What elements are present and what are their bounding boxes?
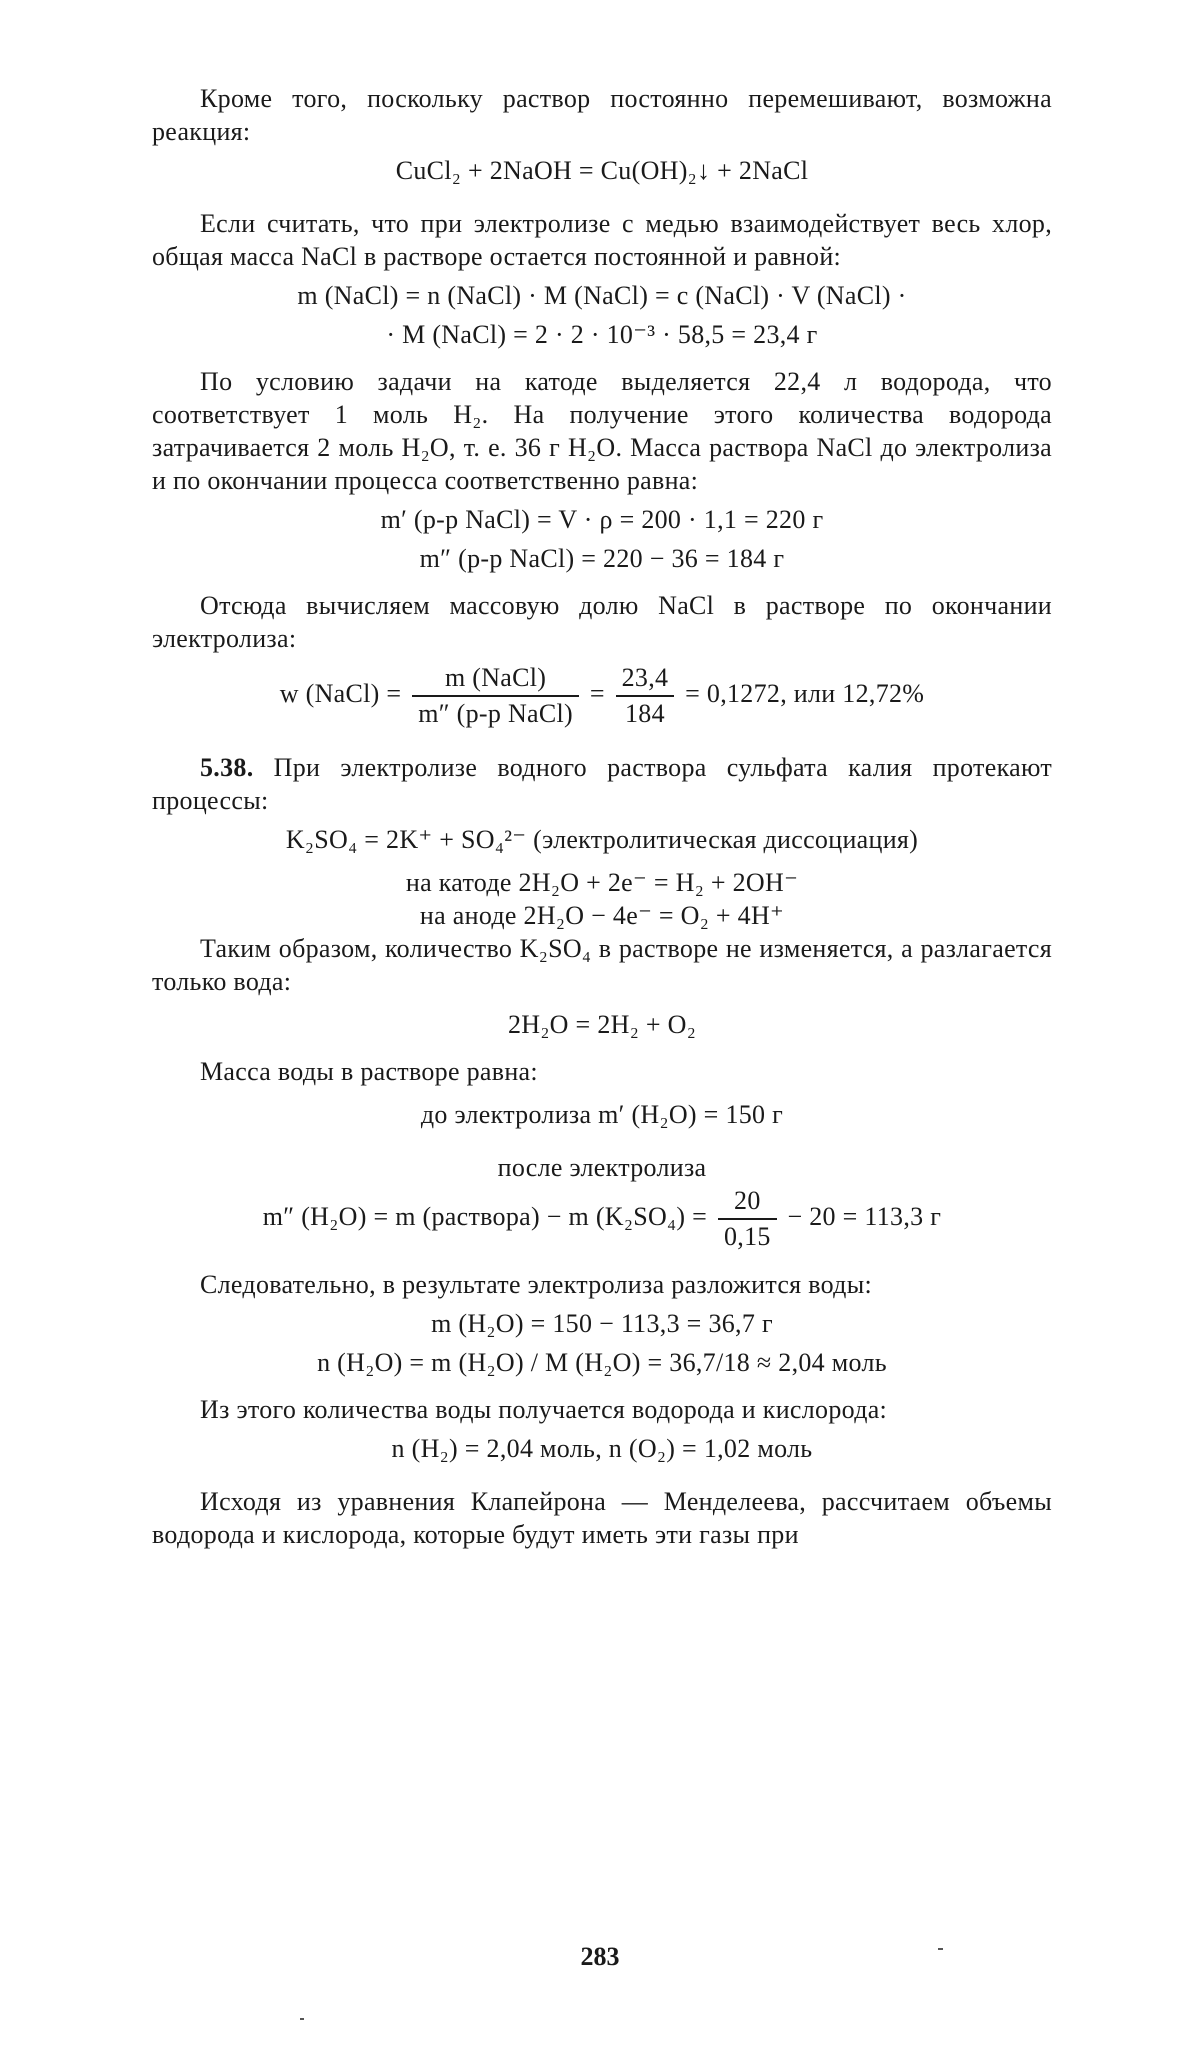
equation: 2H₂O = 2H₂ + O₂	[507, 1010, 697, 1039]
paragraph: Следовательно, в результате электролиза разложится воды:	[200, 1270, 872, 1299]
page-content	[152, 82, 1052, 1551]
fraction	[412, 661, 579, 731]
scan-speck	[938, 1948, 943, 1950]
fraction-numerator: m (NaCl)	[412, 661, 579, 697]
paragraph-text: При электролизе водного раствора сульфата калия протекают процессы:	[152, 753, 1052, 815]
equation: · M (NaCl) = 2 · 2 · 10⁻³ · 58,5 = 23,4 г	[386, 320, 818, 349]
fraction-denominator: 184	[625, 699, 665, 728]
page-number: 283	[580, 1942, 620, 1971]
equation-right: − 20 = 113,3 г	[787, 1201, 942, 1231]
equation: m (H₂O) = 150 − 113,3 = 36,7 г	[431, 1309, 773, 1338]
equation-left: w (NaCl) =	[279, 678, 402, 708]
paragraph: Масса воды в растворе равна:	[200, 1057, 538, 1086]
equation: до электролиза m′ (H₂O) = 150 г	[420, 1100, 784, 1129]
equation: n (H₂O) = m (H₂O) / M (H₂O) = 36,7/18 ≈ 2,04 моль	[317, 1348, 887, 1377]
equation: m″ (р-р NaCl) = 220 − 36 = 184 г	[419, 544, 785, 573]
equation: на аноде 2H₂O − 4e⁻ = O₂ + 4H⁺	[419, 901, 785, 930]
equation: CuCl₂ + 2NaOH = Cu(OH)₂↓ + 2NaCl	[395, 156, 809, 185]
equation: n (H₂) = 2,04 моль, n (O₂) = 1,02 моль	[391, 1434, 813, 1463]
equation-sign: =	[589, 678, 605, 708]
scan-speck	[300, 2018, 304, 2020]
paragraph: Из этого количества воды получается водорода и кислорода:	[200, 1395, 888, 1424]
fraction-numerator: 20	[718, 1184, 777, 1220]
paragraph: Исходя из уравнения Клапейрона — Менделеева, рассчитаем объемы водорода и кислорода, которые будут иметь эти газы при	[152, 1487, 1052, 1549]
fraction	[616, 661, 675, 731]
paragraph	[152, 751, 1052, 817]
fraction-equation	[152, 661, 1052, 731]
paragraph: Таким образом, количество K₂SO₄ в растворе не изменяется, а разлагается только вода:	[152, 934, 1052, 996]
paragraph: Кроме того, поскольку раствор постоянно перемешивают, возможна реакция:	[152, 84, 1052, 146]
equation-caption: после электролиза	[497, 1153, 707, 1182]
fraction	[718, 1184, 777, 1254]
paragraph: По условию задачи на катоде выделяется 22,4 л водорода, что соответствует 1 моль H₂. На получение этого количества водорода затрачивается 2 моль H₂O, т. е. 36 г H₂O. Масса раствора NaCl до электролиза и по окончании процесса соответственно равна:	[152, 367, 1052, 495]
fraction-denominator: 0,15	[723, 1222, 771, 1251]
equation-left: m″ (H₂O) = m (раствора) − m (K₂SO₄) =	[262, 1201, 708, 1231]
fraction-numerator: 23,4	[616, 661, 675, 697]
problem-number: 5.38.	[200, 753, 254, 782]
paragraph: Если считать, что при электролизе с медью взаимодействует весь хлор, общая масса NaCl в растворе остается постоянной и равной:	[152, 209, 1052, 271]
equation: m′ (р-р NaCl) = V · ρ = 200 · 1,1 = 220 г	[380, 505, 824, 534]
equation: m (NaCl) = n (NaCl) · M (NaCl) = c (NaCl) · V (NaCl) ·	[297, 281, 907, 310]
equation: K₂SO₄ = 2K⁺ + SO₄²⁻ (электролитическая диссоциация)	[285, 825, 919, 854]
equation: на катоде 2H₂O + 2e⁻ = H₂ + 2OH⁻	[405, 868, 799, 897]
fraction-equation	[152, 1184, 1052, 1254]
paragraph: Отсюда вычисляем массовую долю NaCl в растворе по окончании электролиза:	[152, 591, 1052, 653]
fraction-denominator: m″ (р-р NaCl)	[418, 699, 574, 728]
equation-right: = 0,1272, или 12,72%	[685, 678, 925, 708]
